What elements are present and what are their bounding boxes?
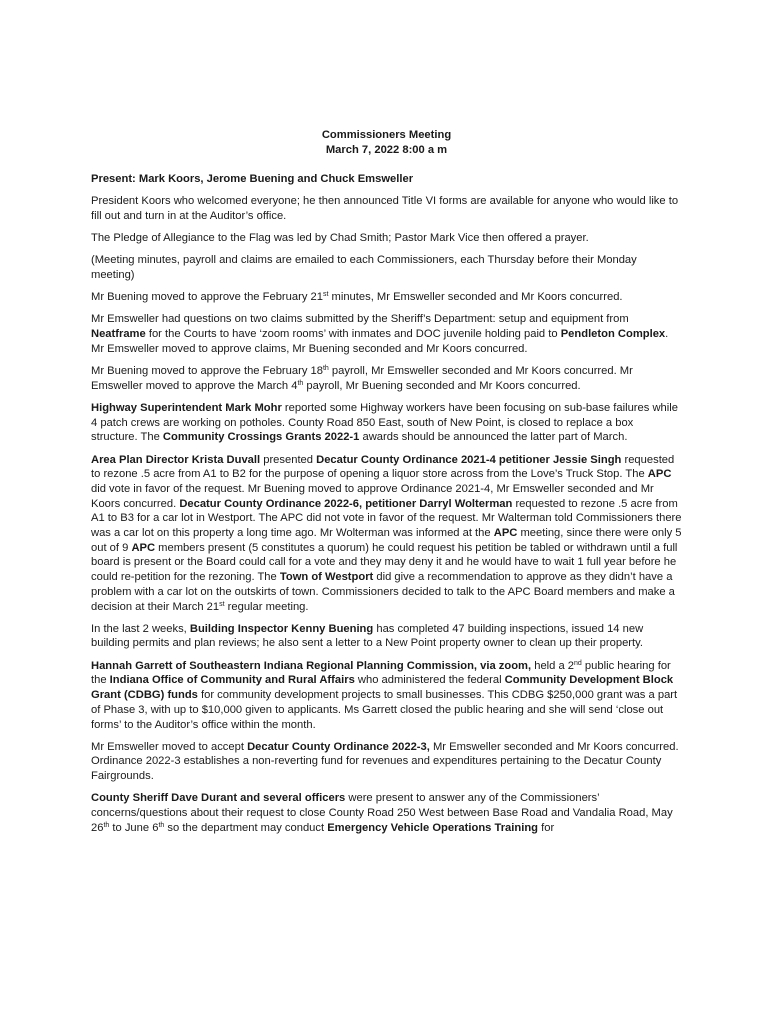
- meeting-date: March 7, 2022 8:00 a m: [325, 144, 448, 156]
- paragraph-area-plan: Area Plan Director Krista Duvall presented Decatur County Ordinance 2021-4 petitioner Jessie Singh requested to rezone .5 acre from A1 to B2 for the purpose of opening a liquor store across from the Love’s Truck Stop. The APC did vote in favor of the request. Mr Buening moved to approve Ordinance 2021-4, Mr Emsweller seconded and Mr Koors concurred. Decatur County Ordinance 2022-6, petitioner Darryl Wolterman requested to rezone .5 acre from A1 to B3 for a car lot in Westport. The APC did not vote in favor of the request. Mr Walterman told Commissioners there was a car lot on this property a long time ago. Mr Wolterman was informed at the APC meeting, since there were only 5 out of 9 APC members present (5 constitutes a quorum) he could request his petition be tabled or withdrawn until a full board is present or the Board could call for a vote and they may deny it and he would have to wait 1 full year before he could re-petition for the rezoning. The Town of Westport did give a recommendation to approve as they didn’t have a problem with a car lot on the outskirts of town. Commissioners decided to talk to the APC Board members and make a decision at their March 21st regular meeting.: [91, 453, 682, 613]
- paragraph-sheriff: County Sheriff Dave Durant and several officers were present to answer any of the Commissioners’ concerns/questions about their request to close County Road 250 West between Base Road and Vandalia Road, May 26th to June 6th so the department may conduct Emergency Vehicle Operations Training for: [91, 792, 673, 834]
- paragraph-present: Present: Mark Koors, Jerome Buening and Chuck Emsweller: [91, 173, 414, 185]
- paragraph-cdbg: Hannah Garrett of Southeastern Indiana Regional Planning Commission, via zoom, held a 2nd public hearing for the Indiana Office of Community and Rural Affairs who administered the federal Community Development Block Grant (CDBG) funds for community development projects to small businesses. This CDBG $250,000 grant was a part of Phase 3, with up to $10,000 given to applicants. Ms Garrett closed the public hearing and she will send ‘close out forms’ to the Auditor’s office within the month.: [91, 659, 678, 731]
- paragraph-pledge: The Pledge of Allegiance to the Flag was led by Chad Smith; Pastor Mark Vice then offered a prayer.: [91, 232, 589, 245]
- minutes-body: [91, 172, 682, 835]
- paragraph-minutes-note: (Meeting minutes, payroll and claims are emailed to each Commissioners, each Thursday before their Monday meeting): [91, 254, 637, 282]
- meeting-title: Commissioners Meeting: [321, 129, 452, 141]
- paragraph-welcome: President Koors who welcomed everyone; he then announced Title VI forms are available for anyone who would like to fill out and turn in at the Auditor’s office.: [91, 195, 679, 222]
- paragraph-highway: Highway Superintendent Mark Mohr reported some Highway workers have been focusing on sub-base failures while 4 patch crews are working on potholes. County Road 850 East, south of New Point, is closed to replace a box structure. The Community Crossings Grants 2022-1 awards should be announced the latter part of March.: [91, 401, 678, 444]
- paragraph-building: In the last 2 weeks, Building Inspector Kenny Buening has completed 47 building inspections, issued 14 new building permits and plan reviews; he also sent a letter to a New Point property owner to clean up their property.: [91, 622, 644, 650]
- paragraph-minutes-approval: Mr Buening moved to approve the February 21st minutes, Mr Emsweller seconded and Mr Koors concurred.: [91, 291, 623, 304]
- paragraph-ordinance-2022-3: Mr Emsweller moved to accept Decatur County Ordinance 2022-3, Mr Emsweller seconded and Mr Koors concurred. Ordinance 2022-3 establishes a non-reverting fund for revenues and expenditures pertaining to the Decatur County Fairgrounds.: [91, 740, 679, 783]
- meeting-header: [91, 128, 682, 158]
- paragraph-claims: Mr Emsweller had questions on two claims submitted by the Sheriff’s Department: setup and equipment from Neatframe for the Courts to have ‘zoom rooms’ with inmates and DOC juvenile holding paid to Pendleton Complex. Mr Emsweller moved to approve claims, Mr Buening seconded and Mr Koors concurred.: [91, 313, 669, 355]
- paragraph-payroll: Mr Buening moved to approve the February 18th payroll, Mr Emsweller seconded and Mr Koors concurred. Mr Emsweller moved to approve the March 4th payroll, Mr Buening seconded and Mr Koors concurred.: [91, 365, 633, 392]
